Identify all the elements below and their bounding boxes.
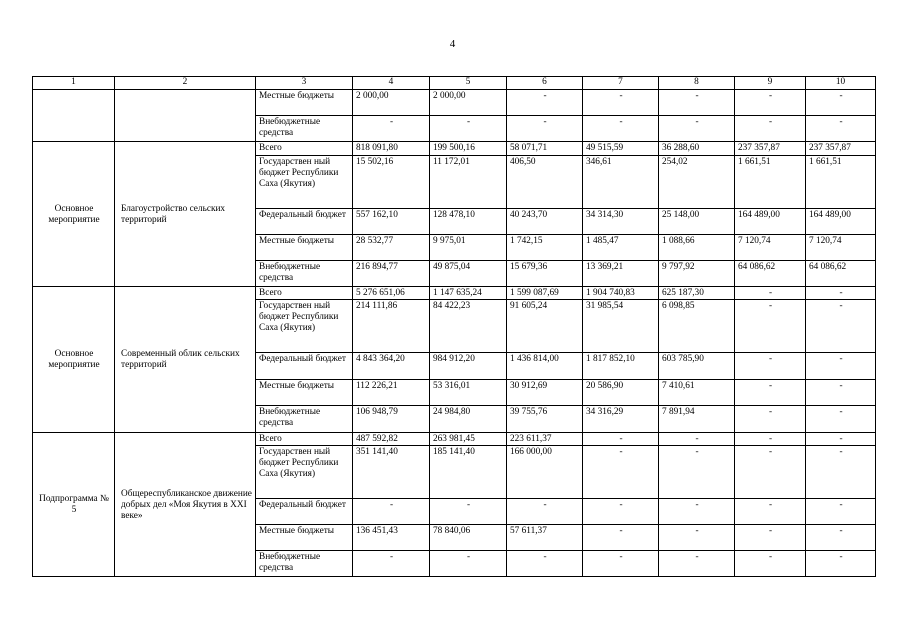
value-cell: 64 086,62 (806, 261, 876, 287)
value-cell: 36 288,60 (659, 142, 735, 156)
value-cell: - (507, 116, 583, 142)
funding-source-cell: Внебюджетные средства (256, 261, 353, 287)
header-cell: 8 (659, 77, 735, 90)
value-cell: - (735, 353, 806, 380)
value-cell: 7 891,94 (659, 406, 735, 433)
value-cell: 1 661,51 (806, 156, 876, 209)
value-cell: - (353, 116, 430, 142)
value-cell: 31 985,54 (583, 300, 659, 353)
value-cell: 164 489,00 (806, 209, 876, 235)
value-cell: - (659, 116, 735, 142)
value-cell: 112 226,21 (353, 380, 430, 406)
value-cell: - (430, 499, 507, 525)
section-type-cell: Основное мероприятие (33, 287, 115, 433)
value-cell: 1 147 635,24 (430, 287, 507, 300)
value-cell: 1 485,47 (583, 235, 659, 261)
value-cell: 136 451,43 (353, 525, 430, 551)
value-cell: 214 111,86 (353, 300, 430, 353)
value-cell: 28 532,77 (353, 235, 430, 261)
value-cell: 15 679,36 (507, 261, 583, 287)
budget-table (32, 76, 876, 577)
funding-source-cell: Федеральный бюджет (256, 353, 353, 380)
value-cell: 237 357,87 (735, 142, 806, 156)
funding-source-cell: Федеральный бюджет (256, 499, 353, 525)
header-cell: 2 (115, 77, 256, 90)
section-type-cell: Подпрограмма № 5 (33, 433, 115, 577)
value-cell: 4 843 364,20 (353, 353, 430, 380)
section-type-cell: Основное мероприятие (33, 142, 115, 287)
funding-source-cell: Государствен ный бюджет Республики Саха (Якутия) (256, 156, 353, 209)
value-cell: 164 489,00 (735, 209, 806, 235)
value-cell: 91 605,24 (507, 300, 583, 353)
value-cell: - (659, 525, 735, 551)
header-cell: 4 (353, 77, 430, 90)
value-cell: 5 276 651,06 (353, 287, 430, 300)
value-cell: - (507, 90, 583, 116)
value-cell: - (806, 499, 876, 525)
funding-source-cell: Внебюджетные средства (256, 406, 353, 433)
value-cell: - (659, 90, 735, 116)
value-cell: - (806, 287, 876, 300)
value-cell: - (806, 433, 876, 446)
value-cell: 223 611,37 (507, 433, 583, 446)
header-cell: 9 (735, 77, 806, 90)
value-cell: 58 071,71 (507, 142, 583, 156)
value-cell: - (735, 287, 806, 300)
value-cell: 34 314,30 (583, 209, 659, 235)
value-cell: 7 120,74 (806, 235, 876, 261)
value-cell: - (659, 446, 735, 499)
value-cell: 20 586,90 (583, 380, 659, 406)
header-cell: 6 (507, 77, 583, 90)
value-cell: - (659, 433, 735, 446)
value-cell: - (806, 406, 876, 433)
value-cell: 6 098,85 (659, 300, 735, 353)
table-row (33, 142, 876, 156)
value-cell: - (806, 116, 876, 142)
funding-source-cell: Местные бюджеты (256, 380, 353, 406)
funding-source-cell: Местные бюджеты (256, 235, 353, 261)
value-cell: 49 875,04 (430, 261, 507, 287)
value-cell: 487 592,82 (353, 433, 430, 446)
funding-source-cell: Государствен ный бюджет Республики Саха (Якутия) (256, 446, 353, 499)
value-cell: 1 088,66 (659, 235, 735, 261)
value-cell: - (735, 406, 806, 433)
funding-source-cell: Внебюджетные средства (256, 551, 353, 577)
value-cell: 84 422,23 (430, 300, 507, 353)
value-cell: - (583, 525, 659, 551)
value-cell: 30 912,69 (507, 380, 583, 406)
value-cell: - (583, 116, 659, 142)
section-type-cell (33, 90, 115, 142)
table-row (33, 433, 876, 446)
page-number: 4 (449, 38, 456, 50)
funding-source-cell: Всего (256, 142, 353, 156)
value-cell: 1 436 814,00 (507, 353, 583, 380)
value-cell: - (735, 525, 806, 551)
value-cell: 2 000,00 (430, 90, 507, 116)
value-cell: - (353, 551, 430, 577)
value-cell: - (353, 499, 430, 525)
value-cell: - (806, 525, 876, 551)
value-cell: 25 148,00 (659, 209, 735, 235)
value-cell: - (659, 499, 735, 525)
value-cell: - (583, 90, 659, 116)
value-cell: 166 000,00 (507, 446, 583, 499)
funding-source-cell: Всего (256, 433, 353, 446)
value-cell: - (806, 90, 876, 116)
funding-source-cell: Федеральный бюджет (256, 209, 353, 235)
value-cell: 53 316,01 (430, 380, 507, 406)
value-cell: - (806, 353, 876, 380)
value-cell: - (806, 551, 876, 577)
value-cell: - (583, 446, 659, 499)
value-cell: - (735, 446, 806, 499)
value-cell: 603 785,90 (659, 353, 735, 380)
value-cell: - (735, 90, 806, 116)
value-cell: - (735, 116, 806, 142)
value-cell: - (735, 551, 806, 577)
header-cell: 10 (806, 77, 876, 90)
value-cell: 15 502,16 (353, 156, 430, 209)
funding-source-cell: Всего (256, 287, 353, 300)
value-cell: - (583, 433, 659, 446)
value-cell: 1 817 852,10 (583, 353, 659, 380)
header-row (33, 77, 876, 90)
value-cell: 2 000,00 (353, 90, 430, 116)
value-cell: - (735, 380, 806, 406)
value-cell: 1 742,15 (507, 235, 583, 261)
value-cell: - (507, 551, 583, 577)
value-cell: 216 894,77 (353, 261, 430, 287)
value-cell: 24 984,80 (430, 406, 507, 433)
funding-source-cell: Местные бюджеты (256, 90, 353, 116)
value-cell: 199 500,16 (430, 142, 507, 156)
table-row (33, 287, 876, 300)
value-cell: 13 369,21 (583, 261, 659, 287)
value-cell: 1 661,51 (735, 156, 806, 209)
value-cell: - (735, 300, 806, 353)
section-title-cell: Благоустройство сельских территорий (115, 142, 256, 287)
value-cell: 106 948,79 (353, 406, 430, 433)
value-cell: 9 975,01 (430, 235, 507, 261)
value-cell: - (430, 551, 507, 577)
section-title-cell: Современный облик сельских территорий (115, 287, 256, 433)
value-cell: 406,50 (507, 156, 583, 209)
value-cell: 7 120,74 (735, 235, 806, 261)
value-cell: - (659, 551, 735, 577)
value-cell: 1 904 740,83 (583, 287, 659, 300)
value-cell: 263 981,45 (430, 433, 507, 446)
value-cell: - (806, 380, 876, 406)
value-cell: 78 840,06 (430, 525, 507, 551)
value-cell: 818 091,80 (353, 142, 430, 156)
header-cell: 5 (430, 77, 507, 90)
value-cell: 254,02 (659, 156, 735, 209)
value-cell: 57 611,37 (507, 525, 583, 551)
value-cell: - (583, 551, 659, 577)
funding-source-cell: Внебюджетные средства (256, 116, 353, 142)
value-cell: - (583, 499, 659, 525)
value-cell: 9 797,92 (659, 261, 735, 287)
value-cell: 39 755,76 (507, 406, 583, 433)
header-cell: 1 (33, 77, 115, 90)
header-cell: 3 (256, 77, 353, 90)
header-cell: 7 (583, 77, 659, 90)
value-cell: 237 357,87 (806, 142, 876, 156)
value-cell: 1 599 087,69 (507, 287, 583, 300)
section-title-cell (115, 90, 256, 142)
section-title-cell: Общереспубликанское движение добрых дел «Моя Якутия в XXI веке» (115, 433, 256, 577)
value-cell: 34 316,29 (583, 406, 659, 433)
value-cell: - (430, 116, 507, 142)
value-cell: - (735, 499, 806, 525)
table-row (33, 90, 876, 116)
value-cell: - (735, 433, 806, 446)
funding-source-cell: Местные бюджеты (256, 525, 353, 551)
value-cell: 49 515,59 (583, 142, 659, 156)
value-cell: 557 162,10 (353, 209, 430, 235)
value-cell: 128 478,10 (430, 209, 507, 235)
value-cell: 346,61 (583, 156, 659, 209)
value-cell: - (806, 300, 876, 353)
value-cell: 185 141,40 (430, 446, 507, 499)
value-cell: 11 172,01 (430, 156, 507, 209)
funding-source-cell: Государствен ный бюджет Республики Саха (Якутия) (256, 300, 353, 353)
value-cell: 64 086,62 (735, 261, 806, 287)
value-cell: - (806, 446, 876, 499)
value-cell: - (507, 499, 583, 525)
value-cell: 351 141,40 (353, 446, 430, 499)
value-cell: 984 912,20 (430, 353, 507, 380)
value-cell: 625 187,30 (659, 287, 735, 300)
value-cell: 40 243,70 (507, 209, 583, 235)
value-cell: 7 410,61 (659, 380, 735, 406)
